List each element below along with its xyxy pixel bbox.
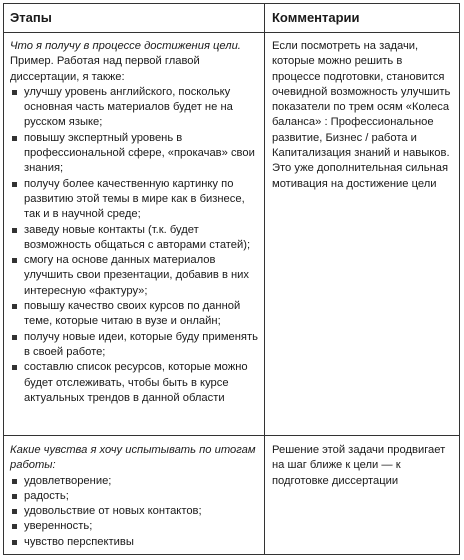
list-item: радость; [10,489,260,504]
bullet-square-icon [12,258,17,263]
row1-intro: Пример. Работая над первой главой диссертации, я также: [10,55,200,83]
header-stages: Этапы [10,10,52,25]
row1-benefits-list [10,85,260,406]
bullet-square-icon [12,479,17,484]
list-item: получу более качественную картинку по развитию этой темы в мире как в бизнесе, так и в научной среде; [10,177,260,223]
row2-comment: Решение этой задачи продвигает на шаг ближе к цели — к подготовке диссертации [272,444,446,487]
row2-stages-cell [10,443,260,550]
list-item: получу новые идеи, которые буду применять в своей работе; [10,330,260,361]
row2-intro-italic: Какие чувства я хочу испытывать по итогам работы: [10,444,256,472]
bullet-square-icon [12,228,17,233]
row1-comment-1: Если посмотреть на задачи, которые можно решить в процессе подготовки, становится очевидной возможность улучшить показатели по трем осям «Колеса баланса» : Профессиональное развитие, Бизнес / работа и Капитализация знаний и навыков. [272,40,451,160]
goal-stages-table [3,3,460,555]
row1-comment-cell [272,39,452,192]
list-item: чувство перспективы [10,535,260,550]
list-item: смогу на основе данных материалов улучшить свои презентации, добавив в них интересную «фактуру»; [10,253,260,299]
bullet-square-icon [12,540,17,545]
header-comments: Комментарии [272,10,360,25]
bullet-square-icon [12,304,17,309]
list-item: заведу новые контакты (т.к. будет возможность общаться с авторами статей); [10,223,260,254]
bullet-square-icon [12,90,17,95]
row2-feelings-list [10,474,260,550]
header-divider [4,32,459,33]
row2-comment-cell [272,443,452,489]
row1-intro-italic: Что я получу в процессе достижения цели. [10,40,241,52]
bullet-square-icon [12,365,17,370]
list-item: удовольствие от новых контактов; [10,504,260,519]
bullet-square-icon [12,494,17,499]
row1-stages-cell [10,39,260,406]
list-item: уверенность; [10,519,260,534]
row-divider [4,435,459,436]
list-item: составлю список ресурсов, которые можно будет отслеживать, чтобы быть в курсе актуальных трендов в данной области [10,360,260,406]
list-item: удовлетворение; [10,474,260,489]
list-item: улучшу уровень английского, поскольку основная часть материалов будет не на русском языке; [10,85,260,131]
bullet-square-icon [12,509,17,514]
list-item: повышу экспертный уровень в профессиональной сфере, «прокачав» свои знания; [10,131,260,177]
bullet-square-icon [12,524,17,529]
column-divider [264,4,265,554]
row1-comment-2: Это уже дополнительная сильная мотивация на достижение цели [272,162,449,190]
list-item: повышу качество своих курсов по данной теме, которые читаю в вузе и онлайн; [10,299,260,330]
bullet-square-icon [12,182,17,187]
bullet-square-icon [12,335,17,340]
bullet-square-icon [12,136,17,141]
